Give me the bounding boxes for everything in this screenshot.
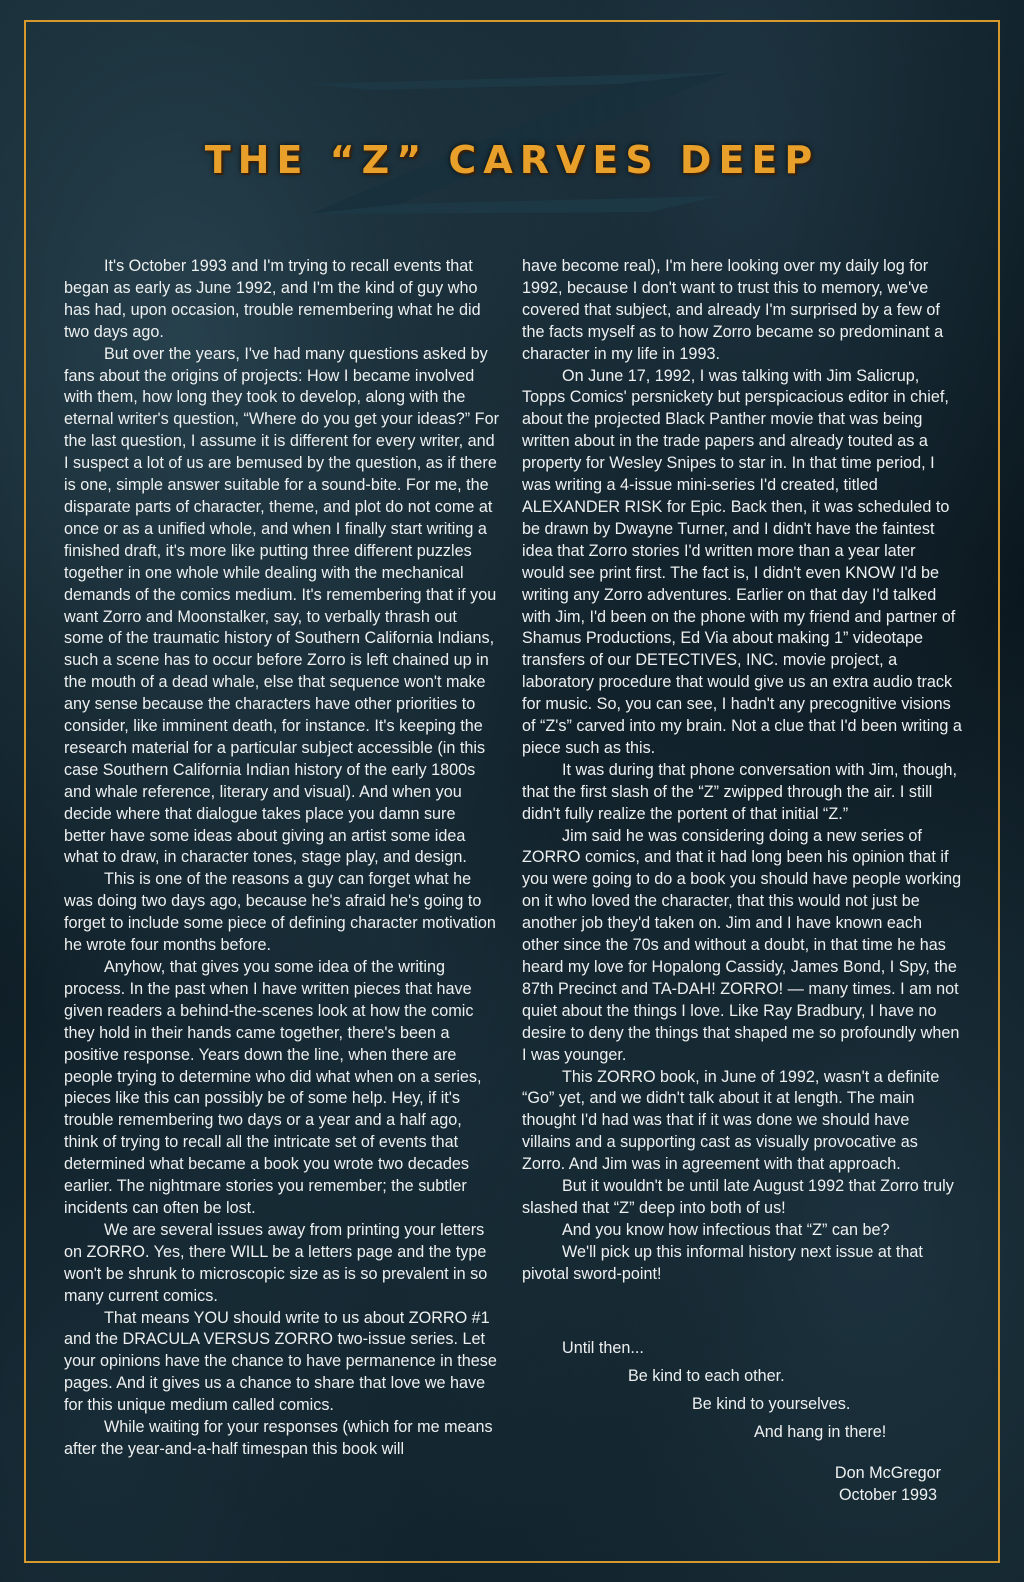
signature-date: October 1993 [838, 1486, 938, 1504]
paragraph: That means YOU should write to us about ZORRO #1 and the DRACULA VERSUS ZORRO two-issue series. Let your opinions have the chance to have permanence in these pages. And it gives us a chance to share that love we have for this unique medium called comics. [64, 1308, 497, 1415]
closing-line: And hang in there! [754, 1423, 887, 1441]
closing-line: Until then... [562, 1339, 644, 1357]
closing-line: Be kind to yourselves. [692, 1395, 851, 1413]
paragraph: And you know how infectious that “Z” can be? [562, 1220, 890, 1239]
author-name: Don McGregor [834, 1464, 942, 1482]
paragraph: Anyhow, that gives you some idea of the writing process. In the past when I have written pieces that have given readers a behind-the-scenes look at how the comic they hold in their hands came together, there's been a positive response. Years down the line, when there are people trying to determine who did what when on a series, pieces like this can possibly be of some help. Hey, if it's trouble remembering two days or a year and a half ago, think of trying to recall all the intricate set of events that determined what became a book you wrote two decades earlier. The nightmare stories you remember; the subtler incidents can often be lost. [64, 958, 482, 1217]
paragraph: While waiting for your responses (which for me means after the year-and-a-half timespan this book will [64, 1418, 493, 1458]
paragraph: It was during that phone conversation with Jim, though, that the first slash of the “Z” zwipped through the air. I still didn't fully realize the portent of that initial “Z.” [522, 760, 958, 823]
paragraph: This ZORRO book, in June of 1992, wasn't a definite “Go” yet, and we didn't talk about it at length. The main thought I'd had was that if it was done we should have villains and a supporting cast as visually provocative as Zorro. And Jim was in agreement with that approach. [522, 1067, 940, 1174]
closing-line: Be kind to each other. [628, 1367, 785, 1385]
page-title: THE “Z” CARVES DEEP [204, 138, 820, 182]
article-right-column [522, 256, 962, 1286]
closing-lines [522, 1334, 962, 1446]
paragraph: But over the years, I've had many questions asked by fans about the origins of projects: How I became involved with them, how long they took to develop, along with the eternal writer's question, “Where do you get your ideas?” For the last question, I assume it is different for every writer, and I suspect a lot of us are bemused by the question, as if there is one, simple answer suitable for a sound-bite. For me, the disparate parts of character, theme, and plot do not come at once or as a unified whole, and when I finally start writing a finished draft, it's more like putting three different puzzles together in one whole while dealing with the mechanical demands of the comics medium. It's remembering that if you want Zorro and Moonstalker, say, to verbally thrash out some of the traumatic history of Southern California Indians, such a scene has to occur before Zorro is left chained up in the mouth of a dead whale, else that sequence won't make any sense because the characters have other priorities to consider, like imminent death, for instance. It's keeping the research material for a particular subject accessible (in this case Southern California Indian history of the early 1800s and whale reference, literary and visual). And when you decide where that dialogue takes place you damn sure better have some ideas about giving an artist some idea what to draw, in character tones, stage play, and design. [64, 344, 499, 867]
paragraph: Jim said he was considering doing a new series of ZORRO comics, and that it had long been his opinion that if you were going to do a book you should have people working on it who loved the character, that this would not just be another job they'd taken on. Jim and I have known each other since the 70s and without a doubt, in that time he has heard my love for Hopalong Cassidy, James Bond, I Spy, the 87th Precinct and TA-DAH! ZORRO! — many times. I am not quiet about the things I love. Like Ray Bradbury, I have no desire to deny the things that shaped me so profoundly when I was younger. [522, 826, 962, 1064]
paragraph: But it wouldn't be until late August 1992 that Zorro truly slashed that “Z” deep into both of us! [522, 1177, 954, 1217]
paragraph: We are several issues away from printing your letters on ZORRO. Yes, there WILL be a letters page and the type won't be shrunk to microscopic size as is so prevalent in so many current comics. [64, 1220, 488, 1305]
paragraph: This is one of the reasons a guy can forget what he was doing two days ago, because he's afraid he's going to forget to include some piece of defining character motivation he wrote four months before. [64, 870, 496, 955]
paragraph: It's October 1993 and I'm trying to recall events that began as early as June 1992, and I'm the kind of guy who has had, upon occasion, trouble remembering what he did two days ago. [64, 257, 481, 341]
paragraph: We'll pick up this informal history next issue at that pivotal sword-point! [522, 1242, 923, 1283]
paragraph: have become real), I'm here looking over my daily log for 1992, because I don't want to trust this to memory, we've covered that subject, and already I'm surprised by a few of the facts myself as to how Zorro became so predominant a character in my life in 1993. [522, 257, 944, 363]
article-left-column [64, 256, 500, 1461]
paragraph: On June 17, 1992, I was talking with Jim Salicrup, Topps Comics' persnickety but perspicacious editor in chief, about the projected Black Panther movie that was being written about in the trade papers and already touted as a property for Wesley Snipes to star in. In that time period, I was writing a 4-issue mini-series I'd created, titled ALEXANDER RISK for Epic. Back then, it was scheduled to be drawn by Dwayne Turner, and I didn't have the faintest idea that Zorro stories I'd written more than a year later would see print first. The fact is, I didn't even KNOW I'd be writing any Zorro adventures. Earlier on that day I'd talked with Jim, I'd been on the phone with my friend and partner of Shamus Productions, Ed Via about making 1” videotape transfers of our DETECTIVES, INC. movie project, a laboratory procedure that would give us an extra audio track for music. So, you can see, I hadn't any precognitive visions of “Z's” carved into my brain. Not a clue that I'd been writing a piece such as this. [522, 366, 962, 757]
signature [818, 1462, 958, 1506]
masthead [0, 40, 1024, 230]
